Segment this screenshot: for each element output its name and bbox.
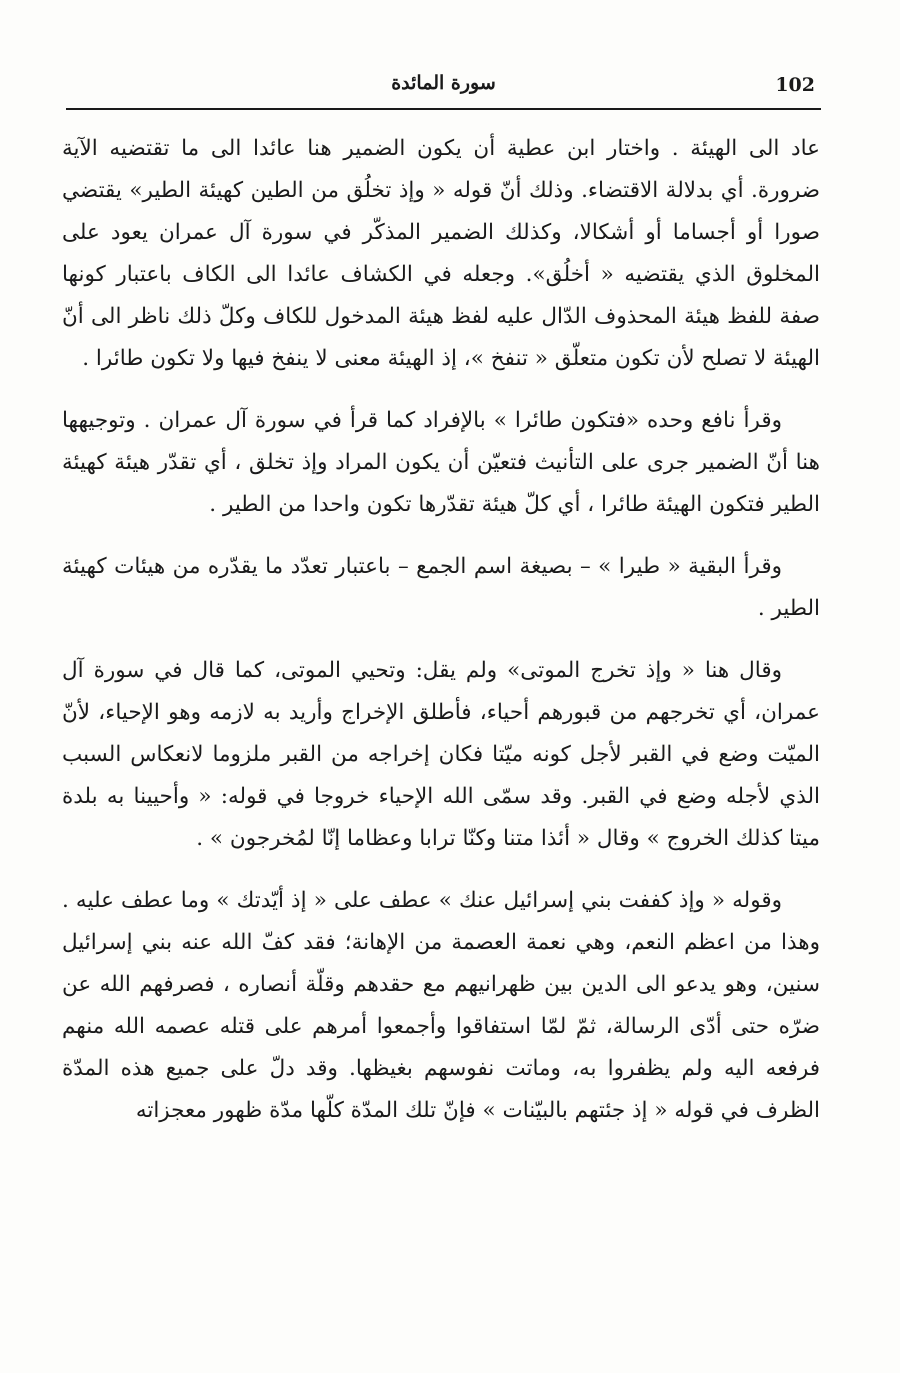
page-number: 102 [775, 74, 815, 96]
paragraph: وقوله « وإذ كففت بني إسرائيل عنك » عطف على « إذ أيّدتك » وما عطف عليه . وهذا من اعظم النعم، وهي نعمة العصمة من الإهانة؛ فقد كفّ الله عنه بني إسرائيل سنين، وهو يدعو الى الدين بين ظهرانيهم مع حقدهم وقلّة أنصاره ، فصرفهم الله عن ضرّه حتى أدّى الرسالة، ثمّ لمّا استفاقوا وأجمعوا أمرهم على قتله عصمه الله منهم فرفعه اليه ولم يظفروا به، وماتت نفوسهم بغيظها. وقد دلّ على جميع هذه المدّة الظرف في قوله « إذ جئتهم بالبيّنات » فإنّ تلك المدّة كلّها مدّة ظهور معجزاته [62, 888, 820, 1123]
page-header [66, 70, 821, 106]
header-rule [66, 108, 821, 110]
paragraph: وقرأ نافع وحده «فتكون طائرا » بالإفراد كما قرأ في سورة آل عمران . وتوجيهها هنا أنّ الضمير جرى على التأنيث فتعيّن أن يكون المراد وإذ تخلق ، أي تقدّر هيئة كهيئة الطير فتكون الهيئة طائرا ، أي كلّ هيئة تقدّرها تكون واحدا من الطير . [62, 408, 820, 517]
paragraph: وقرأ البقية « طيرا » – بصيغة اسم الجمع – باعتبار تعدّد ما يقدّره من هيئات كهيئة الطير . [62, 554, 820, 621]
body-text [62, 128, 820, 1152]
paragraph: وقال هنا « وإذ تخرج الموتى» ولم يقل: وتحيي الموتى، كما قال في سورة آل عمران، أي تخرجهم من قبورهم أحياء، فأطلق الإخراج وأريد به لازمه وهو الإحياء، لأنّ الميّت وضع في القبر لأجل كونه ميّتا فكان إخراجه من القبر ملزوما لانعكاس السبب الذي لأجله وضع في القبر. وقد سمّى الله الإحياء خروجا في قوله: « وأحيينا به بلدة ميتا كذلك الخروج » وقال « أئذا متنا وكنّا ترابا وعظاما إنّا لمُخرجون » . [62, 658, 820, 851]
paragraph: عاد الى الهيئة . واختار ابن عطية أن يكون الضمير هنا عائدا الى ما تقتضيه الآية ضرورة. أي بدلالة الاقتضاء. وذلك أنّ قوله « وإذ تخلُق من الطين كهيئة الطير» يقتضي صورا أو أجساما أو أشكالا، وكذلك الضمير المذكّر في سورة آل عمران يعود على المخلوق الذي يقتضيه « أخلُق». وجعله في الكشاف عائدا الى الكاف باعتبار كونها صفة للفظ هيئة المحذوف الدّال عليه لفظ هيئة المدخول للكاف وكلّ ذلك ناظر الى أنّ الهيئة لا تصلح لأن تكون متعلّق « تنفخ »، إذ الهيئة معنى لا ينفخ فيها ولا تكون طائرا . [62, 136, 820, 371]
running-title: سورة المائدة [391, 72, 496, 94]
